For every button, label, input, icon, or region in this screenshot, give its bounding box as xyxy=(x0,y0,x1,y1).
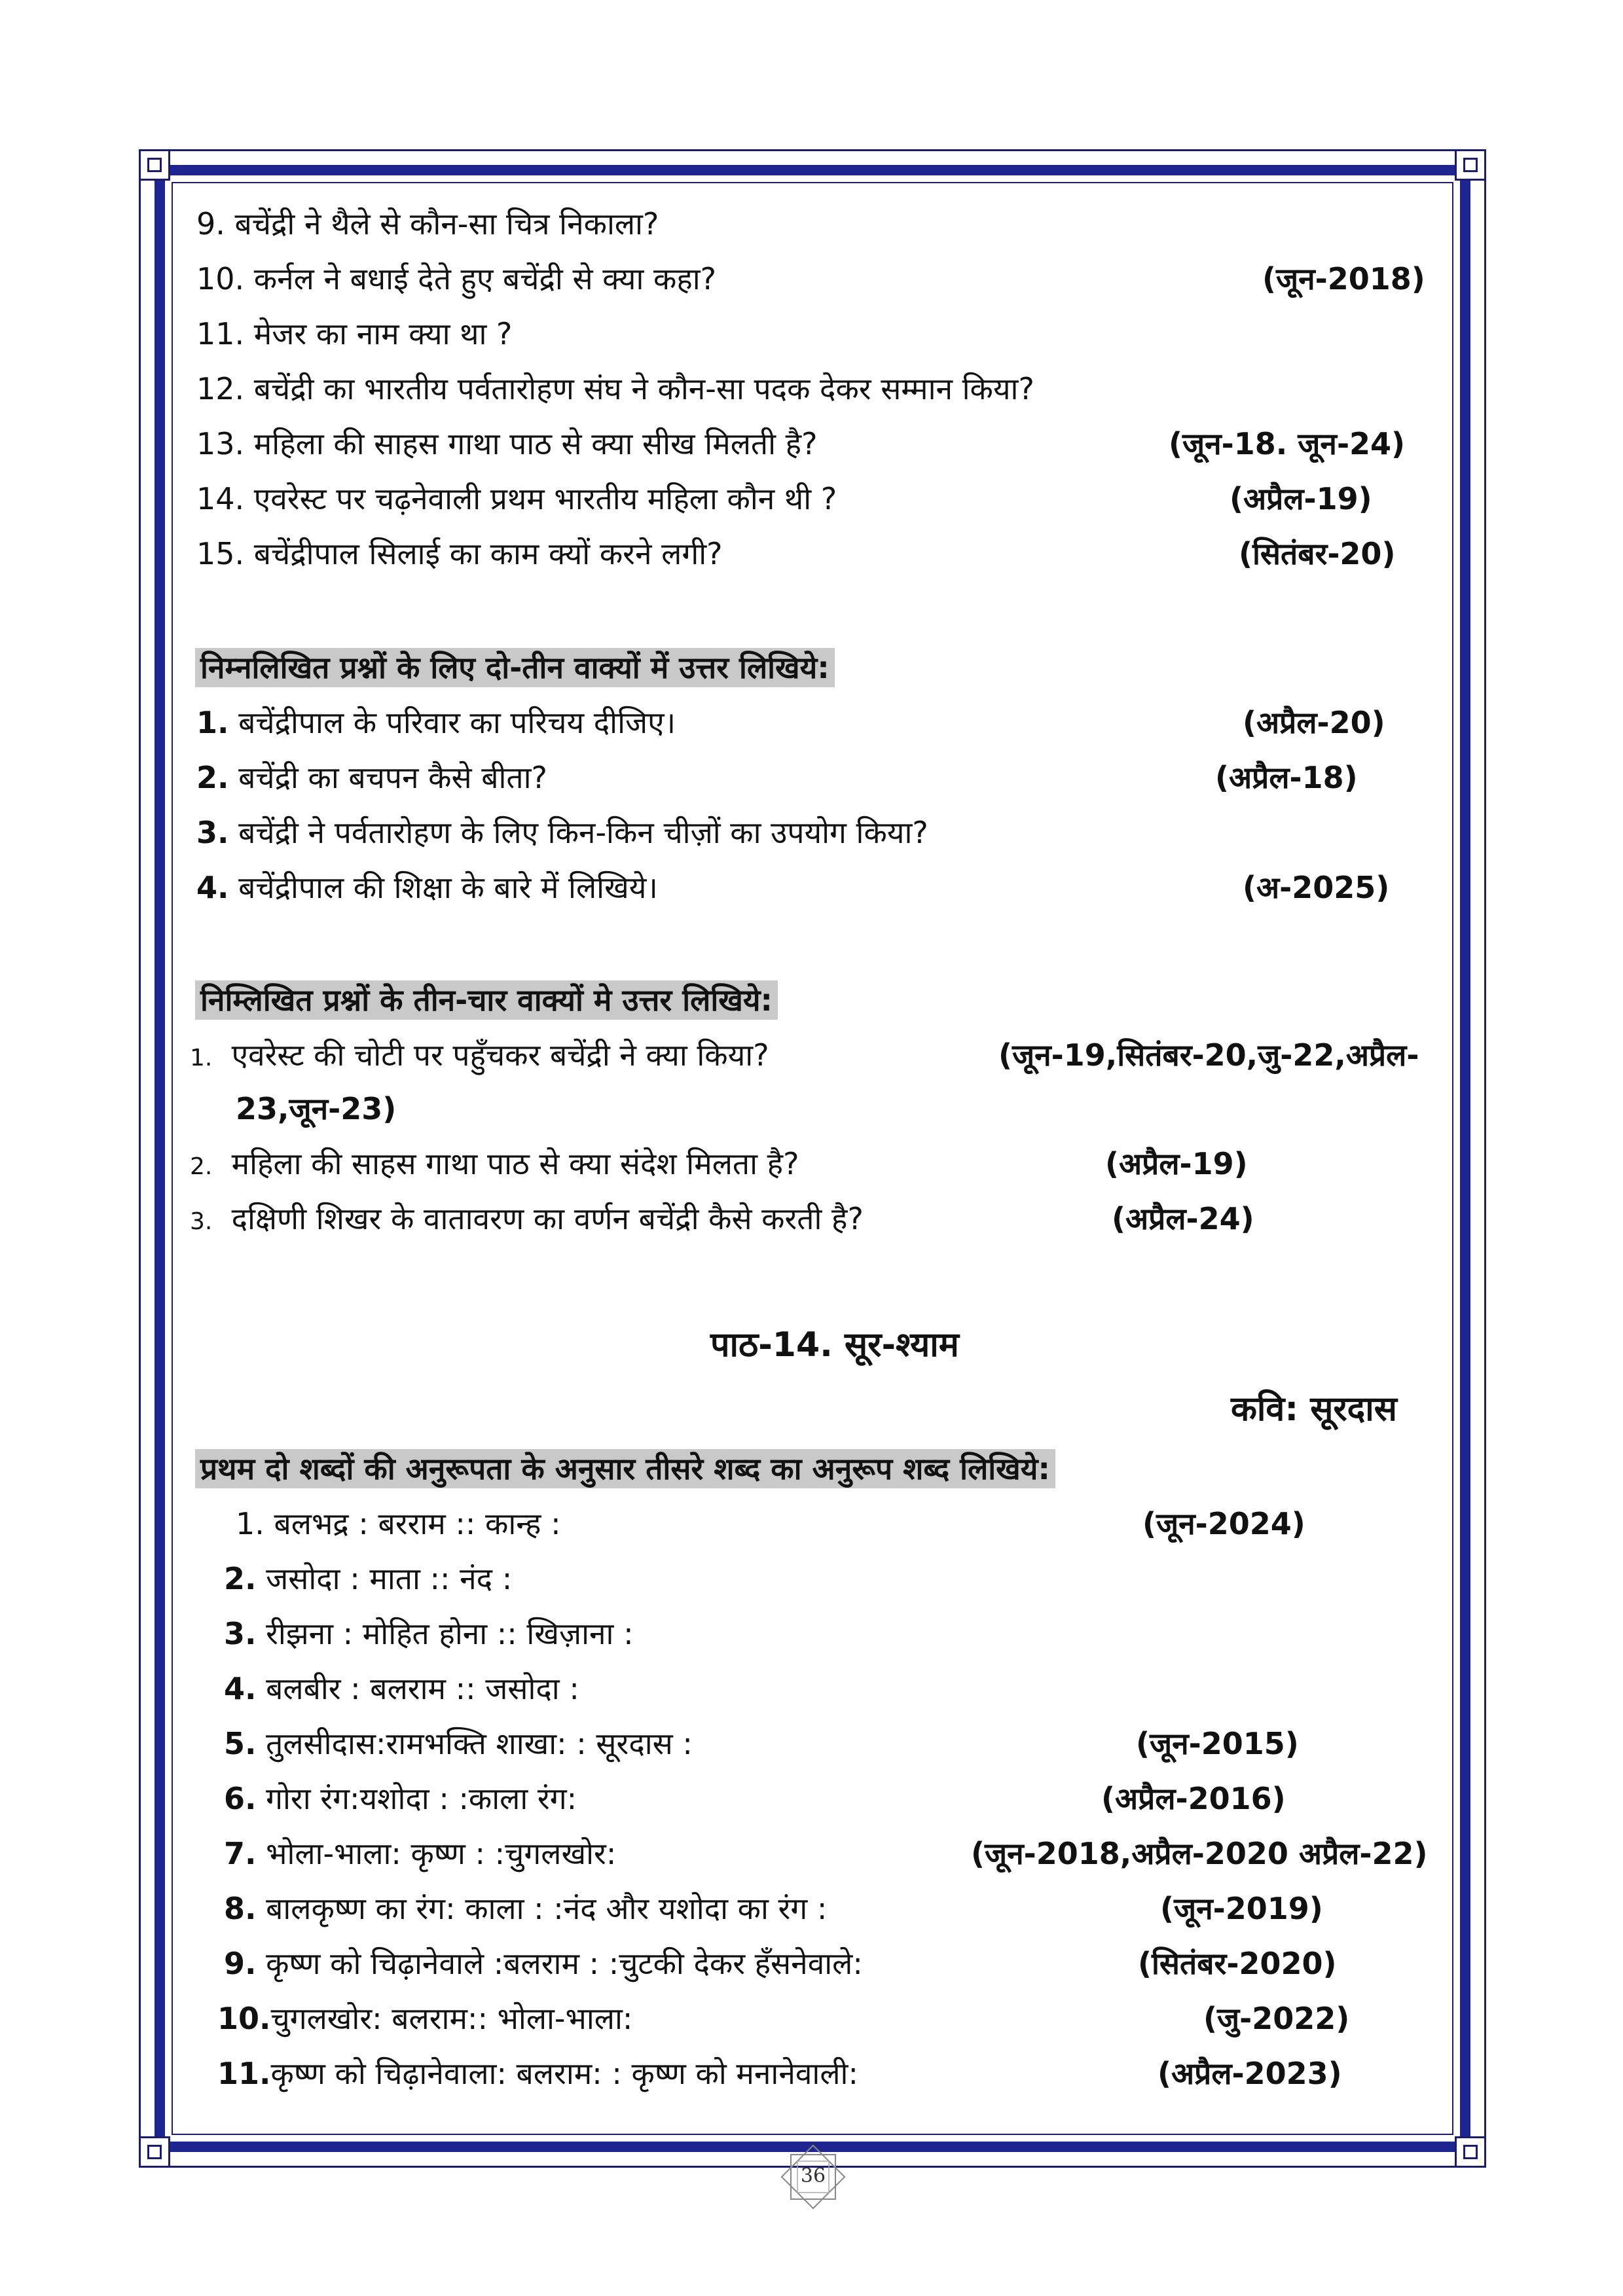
exam-reference: (अ-2025) xyxy=(1243,870,1390,905)
corner-ornament-top-left xyxy=(139,149,170,181)
question-line: 3. बचेंद्री ने पर्वतारोहण के लिए किन-किन चीज़ों का उपयोग किया? xyxy=(196,815,928,850)
page-number: 36 xyxy=(800,2164,826,2187)
corner-ornament-bottom-right xyxy=(1455,2136,1486,2168)
analogy-item: 5. तुलसीदास:रामभक्ति शाखा: : सूरदास : xyxy=(224,1726,693,1761)
question-line: 1. एवरेस्ट की चोटी पर पहुँचकर बचेंद्री ने क्या किया? xyxy=(190,1037,769,1073)
analogy-item: 2. जसोदा : माता :: नंद : xyxy=(224,1561,513,1596)
exam-reference: (जून-19,सितंबर-20,जु-22,अप्रैल- xyxy=(998,1037,1419,1073)
exam-reference: (अप्रैल-2023) xyxy=(1158,2056,1342,2091)
question-line: 1. बचेंद्रीपाल के परिवार का परिचय दीजिए। xyxy=(196,705,676,740)
exam-reference: (जु-2022) xyxy=(1203,2001,1350,2036)
exam-reference-continued: 23,जून-23) xyxy=(236,1091,397,1126)
analogy-item: 3. रीझना : मोहित होना :: खिज़ाना : xyxy=(224,1616,634,1651)
question-line: 3. दक्षिणी शिखर के वातावरण का वर्णन बचेंद्री कैसे करती है? xyxy=(190,1201,864,1236)
exam-reference: (अप्रैल-19) xyxy=(1105,1146,1248,1181)
analogy-item: 9. कृष्ण को चिढ़ानेवाले :बलराम : :चुटकी देकर हँसनेवाले: xyxy=(224,1946,863,1981)
exam-reference: (जून-2024) xyxy=(1142,1506,1305,1541)
analogy-item: 10.चुगलखोर: बलराम:: भोला-भाला: xyxy=(217,2001,633,2036)
exam-reference: (अप्रैल-2016) xyxy=(1101,1781,1286,1816)
question-line: 15. बचेंद्रीपाल सिलाई का काम क्यों करने लगी? xyxy=(196,536,723,571)
analogy-item: 7. भोला-भाला: कृष्ण : :चुगलखोर: xyxy=(224,1836,617,1871)
lesson-title: पाठ-14. सूर-श्याम xyxy=(710,1325,959,1365)
exam-reference: (अप्रैल-18) xyxy=(1215,760,1358,795)
exam-reference: (सितंबर-20) xyxy=(1239,536,1396,571)
exam-reference: (अप्रैल-19) xyxy=(1230,481,1372,516)
question-line: 14. एवरेस्ट पर चढ़नेवाली प्रथम भारतीय महिला कौन थी ? xyxy=(196,481,837,516)
section-heading: निम्लिखित प्रश्नों के तीन-चार वाक्यों मे उत्तर लिखिये: xyxy=(195,980,778,1020)
exam-reference: (जून-2015) xyxy=(1136,1726,1299,1761)
exam-reference: (अप्रैल-20) xyxy=(1243,705,1385,740)
question-line: 10. कर्नल ने बधाई देते हुए बचेंद्री से क्या कहा? xyxy=(196,261,717,296)
section-heading: प्रथम दो शब्दों की अनुरूपता के अनुसार तीसरे शब्द का अनुरूप शब्द लिखिये: xyxy=(195,1449,1055,1488)
exam-reference: (जून-2018,अप्रैल-2020 अप्रैल-22) xyxy=(971,1836,1428,1871)
question-line: 2. महिला की साहस गाथा पाठ से क्या संदेश मिलता है? xyxy=(190,1146,799,1181)
analogy-item: 4. बलबीर : बलराम :: जसोदा : xyxy=(224,1671,579,1706)
exam-reference: (जून-18. जून-24) xyxy=(1169,426,1406,461)
corner-ornament-bottom-left xyxy=(139,2136,170,2168)
exam-reference: (जून-2018) xyxy=(1262,261,1425,296)
question-line: 12. बचेंद्री का भारतीय पर्वतारोहण संघ ने कौन-सा पदक देकर सम्मान किया? xyxy=(196,371,1034,406)
question-line: 13. महिला की साहस गाथा पाठ से क्या सीख मिलती है? xyxy=(196,426,818,461)
poet-name: कवि: सूरदास xyxy=(1231,1390,1397,1429)
analogy-item: 6. गोरा रंग:यशोदा : :काला रंग: xyxy=(224,1781,577,1816)
question-line: 11. मेजर का नाम क्या था ? xyxy=(196,316,513,351)
corner-ornament-top-right xyxy=(1455,149,1486,181)
question-line: 4. बचेंद्रीपाल की शिक्षा के बारे में लिखिये। xyxy=(196,870,658,905)
exam-reference: (सितंबर-2020) xyxy=(1138,1946,1337,1981)
exam-reference: (जून-2019) xyxy=(1160,1891,1323,1926)
question-line: 9. बचेंद्री ने थैले से कौन-सा चित्र निकाला? xyxy=(196,206,659,242)
analogy-item: 8. बालकृष्ण का रंग: काला : :नंद और यशोदा का रंग : xyxy=(224,1891,828,1926)
exam-reference: (अप्रैल-24) xyxy=(1112,1201,1254,1236)
section-heading: निम्नलिखित प्रश्नों के लिए दो-तीन वाक्यों में उत्तर लिखिये: xyxy=(195,648,835,687)
analogy-item: 11.कृष्ण को चिढ़ानेवाला: बलराम: : कृष्ण को मनानेवाली: xyxy=(217,2056,858,2091)
analogy-item: 1. बलभद्र : बरराम :: कान्ह : xyxy=(236,1506,561,1541)
question-line: 2. बचेंद्री का बचपन कैसे बीता? xyxy=(196,760,547,795)
